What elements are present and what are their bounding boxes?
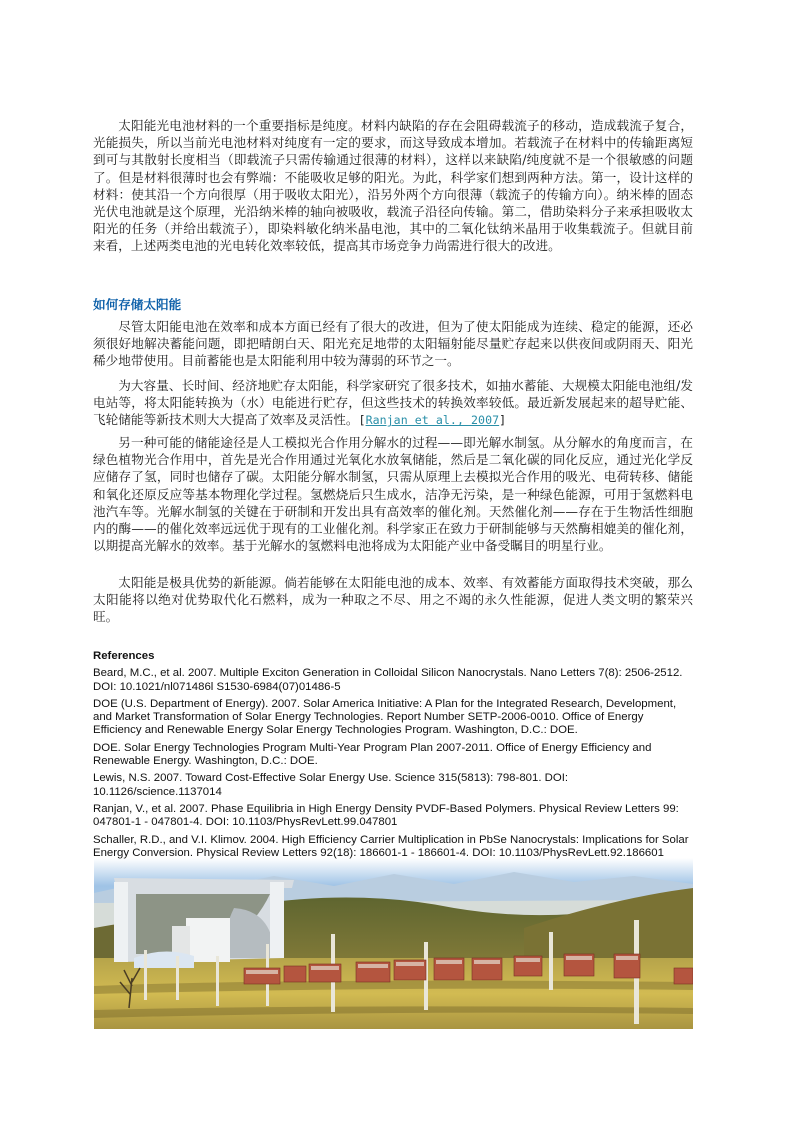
paragraph-photolysis: [93, 434, 693, 554]
paragraph-text: 太阳能是极具优势的新能源。倘若能够在太阳能电池的成本、效率、有效蓄能方面取得技术突破，那么太阳能将以绝对优势取代化石燃料，成为一种取之不尽、用之不竭的永久性能源，促进人类文明的繁荣兴旺。: [93, 575, 693, 625]
paragraph-purity: [93, 117, 693, 255]
landscape-image: [94, 858, 693, 1029]
paragraph-text: 太阳能光电池材料的一个重要指标是纯度。材料内缺陷的存在会阻碍载流子的移动，造成载流子复合，光能损失，所以当前光电池材料对纯度有一定的要求，而这导致成本增加。若载流子在材料中的传输距离短到可与其散射长度相当（即载流子只需传输通过很薄的材料），这样以来缺陷/纯度就不是一个很敏感的问题了。但是材料很薄时也会有弊端：不能吸收足够的阳光。为此，科学家们想到两种方法。第一，设计这样的材料：使其沿一个方向很厚（用于吸收太阳光），沿另外两个方向很薄（载流子的传输方向）。纳米棒的固态光伏电池就是这个原理，光沿纳米棒的轴向被吸收，载流子沿径向传输。第二，借助染料分子来承担吸收太阳光的任务（并给出载流子），即染料敏化纳米晶电池，其中的二氧化钛纳米晶用于收集载流子。但就目前来看，上述两类电池的光电转化效率较低，提高其市场竞争力尚需进行很大的改进。: [93, 118, 693, 254]
paragraph-text: 尽管太阳能电池在效率和成本方面已经有了很大的改进，但为了使太阳能成为连续、稳定的能源，还必须很好地解决蓄能问题，即把晴朗白天、阳光充足地带的太阳辐射能尽量贮存起来以供夜间或阴雨天、阳光稀少地带使用。目前蓄能也是太阳能利用中较为薄弱的环节之一。: [93, 319, 693, 369]
paragraph-text: [93, 377, 693, 430]
citation-open-bracket: [: [358, 413, 366, 428]
reference-item: Beard, M.C., et al. 2007. Multiple Exciton Generation in Colloidal Silicon Nanocrystals. Nano Letters 7(8): 2506-2512. DOI: 10.1021/nl071486l S1530-6984(07)01486-5: [93, 667, 683, 693]
citation-close-bracket: ]: [499, 413, 507, 428]
reference-item: DOE (U.S. Department of Energy). 2007. Solar America Initiative: A Plan for the Integrated Research, Development, and Market Transformation of Solar Energy Technologies. Report Number SETP-2006-0010. Office of Energy Efficiency and Renewable Energy Solar Energy Technologies Program. Washington, D.C.: DOE.: [93, 697, 677, 737]
paragraph-text-body: 为大容量、长时间、经济地贮存太阳能，科学家研究了很多技术，如抽水蓄能、大规模太阳能电池组/发电站等，将太阳能转换为（水）电能进行贮存，但这些技术的转换效率较低。最近新发展起来的超导贮能、飞轮储能等新技术则大大提高了效率及灵活性。: [93, 378, 693, 428]
reference-item: Ranjan, V., et al. 2007. Phase Equilibria in High Energy Density PVDF-Based Polymers. Physical Review Letters 99: 047801-1 - 047801-4. DOI: 10.1103/PhysRevLett.99.047801: [93, 802, 679, 829]
references-section: [93, 650, 693, 864]
section-heading: 如何存储太阳能: [93, 297, 182, 312]
reference-item: Schaller, R.D., and V.I. Klimov. 2004. High Efficiency Carrier Multiplication in PbSe Nanocrystals: Implications for Solar Energy Conversion. Physical Review Letters 92(18): 186601-1 - 186601-4. DOI: 10.1103/PhysRevLett.92.186601: [93, 833, 689, 859]
paragraph-storage-tech: [93, 377, 693, 430]
citation-link[interactable]: Ranjan et al., 2007: [365, 413, 500, 428]
reference-item: Lewis, N.S. 2007. Toward Cost-Effective Solar Energy Use. Science 315(5813): 798-801. DOI: 10.1126/science.1137014: [93, 772, 569, 798]
paragraph-text: 另一种可能的储能途径是人工模拟光合作用分解水的过程——即光解水制氢。从分解水的角度而言，在绿色植物光合作用中，首先是光合作用通过光氧化水放氧储能，然后是二氧化碳的同化反应，通过光化学反应储存了氢，同时也储存了碳。太阳能分解水制氢，只需从原理上去模拟光合作用的吸光、电荷转移、储能和氧化还原反应等基本物理化学过程。氢燃烧后只生成水，洁净无污染，是一种绿色能源，可用于氢燃料电池汽车等。光解水制氢的关键在于研制和开发出具有高效率的催化剂。天然催化剂——存在于生物活性细胞内的酶——的催化效率远远优于现有的工业催化剂。科学家正在致力于研制能够与天然酶相媲美的催化剂，以期提高光解水的效率。基于光解水的氢燃料电池将成为太阳能产业中备受瞩目的明星行业。: [93, 435, 693, 554]
references-title: References: [93, 650, 155, 662]
paragraph-storage-intro: [93, 318, 693, 370]
paragraph-conclusion: [93, 574, 693, 626]
reference-item: DOE. Solar Energy Technologies Program Multi-Year Program Plan 2007-2011. Office of Energy Efficiency and Renewable Energy. Washington, D.C.: DOE.: [93, 741, 652, 768]
solar-furnace-photo: [94, 858, 693, 1029]
